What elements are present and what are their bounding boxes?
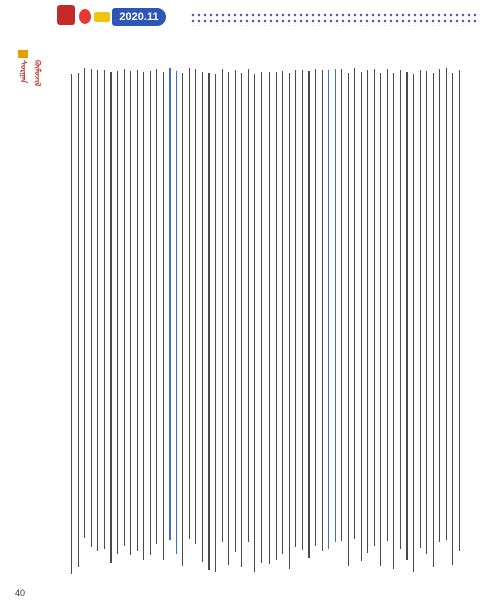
text-line — [215, 74, 216, 572]
text-line — [380, 73, 381, 567]
text-line — [433, 73, 434, 567]
text-line — [341, 69, 342, 542]
text-line — [150, 71, 151, 555]
text-line — [452, 73, 453, 566]
text-line — [248, 69, 249, 542]
text-line — [315, 69, 316, 546]
text-line — [254, 74, 255, 572]
text-line — [426, 71, 427, 554]
text-line — [295, 70, 296, 548]
text-line — [289, 73, 290, 568]
text-line — [110, 72, 111, 563]
text-line — [322, 70, 323, 551]
section-tag — [16, 50, 42, 92]
text-line — [241, 73, 242, 567]
text-line — [354, 68, 355, 539]
text-line — [308, 71, 309, 558]
text-line — [446, 68, 447, 539]
text-line — [269, 72, 270, 563]
text-line — [367, 70, 368, 552]
text-line — [406, 72, 407, 560]
text-line — [163, 72, 164, 561]
text-line — [222, 69, 223, 543]
header-banner — [0, 0, 480, 36]
lantern-decoration-icon — [57, 5, 75, 25]
ornament-decoration-icon — [79, 9, 91, 24]
text-line — [202, 72, 203, 562]
text-line — [97, 70, 98, 551]
text-line — [117, 71, 118, 554]
text-line — [387, 69, 388, 542]
text-line — [235, 70, 236, 552]
ribbon-decoration-icon — [94, 12, 110, 22]
text-line — [130, 71, 131, 555]
section-mark-icon — [18, 50, 28, 58]
text-line — [374, 69, 375, 545]
text-line — [400, 70, 401, 549]
text-line — [104, 70, 105, 549]
text-line — [84, 68, 85, 538]
text-line — [420, 70, 421, 548]
text-line — [439, 69, 440, 542]
text-line — [361, 72, 362, 561]
text-line — [71, 74, 72, 574]
text-line — [137, 70, 138, 551]
text-line — [208, 73, 209, 569]
text-line — [143, 72, 144, 560]
page-number: 40 — [15, 588, 26, 598]
highlighted-text-line — [328, 70, 329, 549]
text-line — [91, 69, 92, 546]
text-line — [124, 69, 125, 546]
text-column-right — [266, 68, 462, 568]
highlighted-text-line — [335, 69, 336, 542]
text-line — [78, 73, 79, 567]
text-line — [156, 69, 157, 544]
text-line — [348, 73, 349, 566]
text-line — [195, 69, 196, 544]
text-column-left — [68, 68, 264, 568]
highlighted-text-line — [169, 68, 170, 540]
text-line — [276, 72, 277, 560]
text-line — [393, 73, 394, 569]
text-line — [459, 70, 460, 551]
text-line — [282, 71, 283, 554]
dotted-banner-pattern — [190, 12, 480, 26]
highlighted-text-line — [176, 71, 177, 555]
text-line — [228, 72, 229, 564]
section-title: ᠰᠤᠷᠭᠠᠨ ᠬᠦᠮᠦᠵᠢᠯ — [19, 60, 42, 87]
text-line — [189, 68, 190, 539]
text-line — [302, 70, 303, 550]
issue-badge: 2020.11 — [112, 8, 166, 26]
text-line — [261, 72, 262, 562]
text-line — [182, 73, 183, 566]
text-line — [413, 74, 414, 572]
